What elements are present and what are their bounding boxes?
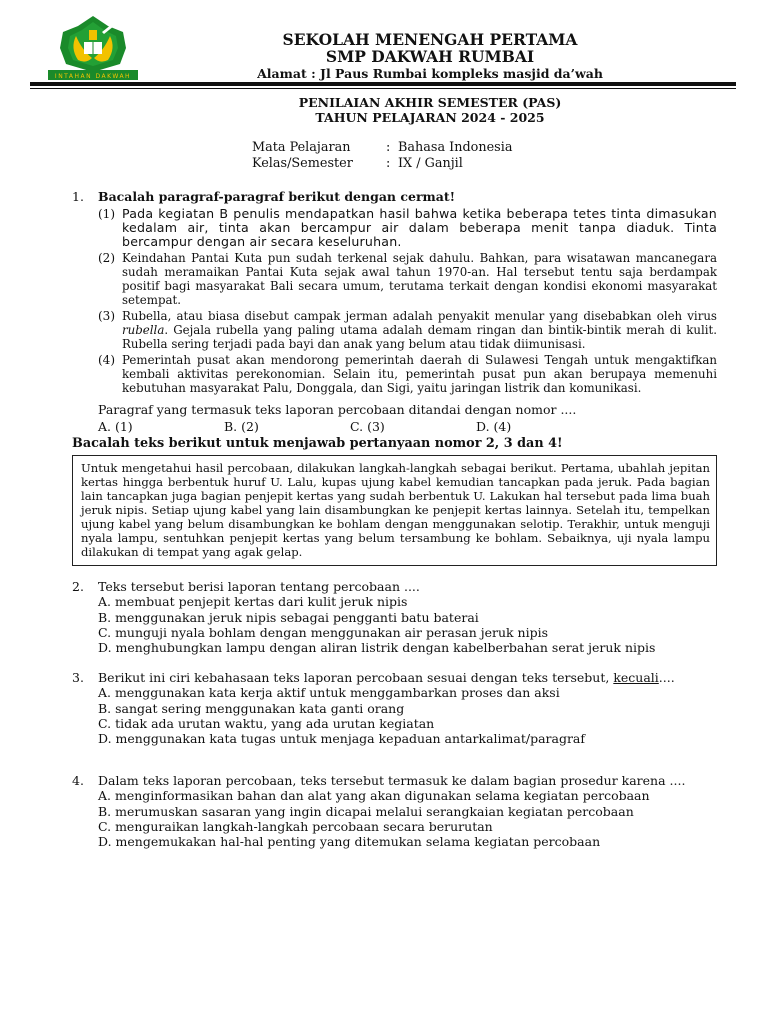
class-label: Kelas/Semester <box>252 156 353 171</box>
option-d[interactable]: D. menghubungkan lampu dengan aliran listrik dengan kabelberbahan serat jeruk nipis <box>98 640 656 656</box>
school-address: Alamat : Jl Paus Rumbai kompleks masjid da’wah <box>257 66 603 81</box>
question-3-prompt <box>98 670 717 685</box>
question-number: 4. <box>72 773 84 788</box>
question-4-prompt: Dalam teks laporan percobaan, teks tersebut termasuk ke dalam bagian prosedur karena .... <box>98 773 686 788</box>
question-1-options <box>98 419 717 435</box>
question-2-prompt: Teks tersebut berisi laporan tentang percobaan .... <box>98 579 420 594</box>
option-c[interactable]: C. munguji nyala bohlam dengan menggunakan air perasan jeruk nipis <box>98 624 549 640</box>
paragraph-text-part: Rubella, atau biasa disebut campak jerman adalah penyakit menular yang disebabkan oleh virus <box>122 309 717 324</box>
option-a[interactable]: A. (1) <box>98 418 133 434</box>
paragraph-text-part: . Gejala rubella yang paling utama adalah demam ringan dan bintik-bintik merah di kulit. Rubella sering terjadi pada bayi dan anak yang belum atau tidak diimunisasi. <box>122 323 717 352</box>
question-4 <box>72 773 717 849</box>
option-b[interactable]: B. sangat sering menggunakan kata ganti orang <box>98 700 405 716</box>
option-b[interactable]: B. menggunakan jeruk nipis sebagai pengganti batu baterai <box>98 609 479 625</box>
subject-colon: : <box>386 140 391 155</box>
option-d[interactable]: D. mengemukakan hal-hal penting yang ditemukan selama kegiatan percobaan <box>98 834 601 850</box>
paragraph-1 <box>98 207 717 250</box>
question-1-prompt: Paragraf yang termasuk teks laporan percobaan ditandai dengan nomor .... <box>98 402 577 418</box>
paragraph-4 <box>98 353 717 395</box>
option-a[interactable]: A. membuat penjepit kertas dari kulit jeruk nipis <box>98 594 408 610</box>
paragraph-text <box>122 309 717 351</box>
prompt-emphasis: kecuali <box>613 670 659 685</box>
paragraph-text: Keindahan Pantai Kuta pun sudah terkenal sejak dahulu. Bahkan, para wisatawan mancanegara sudah meramaikan Pantai Kuta sejak awal tahun 1970-an. Hal tersebut tentu saja berdampak positif bagi masyarakat Bali secara umum, terutama terkait dengan kondisi ekonomi masyarakat setempat. <box>122 251 717 308</box>
question-1-instruction: Bacalah paragraf-paragraf berikut dengan cermat! <box>98 189 456 204</box>
paragraph-text-italic: rubella <box>122 323 165 338</box>
reading-instruction: Bacalah teks berikut untuk menjawab pertanyaan nomor 2, 3 dan 4! <box>72 436 563 451</box>
option-b[interactable]: B. (2) <box>224 418 259 434</box>
class-value: IX / Ganjil <box>398 156 463 171</box>
class-colon: : <box>386 156 391 171</box>
option-c[interactable]: C. tidak ada urutan waktu, yang ada urutan kegiatan <box>98 715 435 731</box>
exam-title-block <box>170 95 690 125</box>
paragraph-number: (1) <box>98 206 115 221</box>
option-d[interactable]: D. menggunakan kata tugas untuk menjaga kepaduan antarkalimat/paragraf <box>98 731 586 747</box>
option-a[interactable]: A. menginformasikan bahan dan alat yang akan digunakan selama kegiatan percobaan <box>98 788 650 804</box>
exam-year: TAHUN PELAJARAN 2024 - 2025 <box>315 110 545 125</box>
option-a[interactable]: A. menggunakan kata kerja aktif untuk menggambarkan proses dan aksi <box>98 685 560 701</box>
paragraph-number: (3) <box>98 309 115 324</box>
option-d[interactable]: D. (4) <box>476 418 512 434</box>
school-name: SMP DAKWAH RUMBAI <box>325 47 535 66</box>
header-rule-thin <box>30 88 736 89</box>
question-2 <box>72 579 717 655</box>
paragraph-text: Pemerintah pusat akan mendorong pemerintah daerah di Sulawesi Tengah untuk mengaktifkan kembali aktivitas perekonomian. Selain itu, pemerintah pusat pun akan berupaya memenuhi kebutuhan masyarakat Palu, Donggala, dan Sigi, yaitu jaringan listrik dan komunikasi. <box>122 353 717 396</box>
subject-label: Mata Pelajaran <box>252 140 351 155</box>
reading-text-box: Untuk mengetahui hasil percobaan, dilakukan langkah-langkah sebagai berikut. Pertama, ubahlah jepitan kertas hingga berbentuk huruf U. Lalu, kupas ujung kabel kemudian tancapkan pada jeruk. Pada bagian lain tancapkan juga bagian penjepit kertas yang sudah berbentuk U. Lakukan hal tersebut pada lima buah jeruk nipis. Setiap ujung kabel yang lain disambungkan ke penjepit kertas lainnya. Setelah itu, tempelkan ujung kabel yang belum disambungkan ke bohlam dengan menggunakan selotip. Terakhir, untuk menguji nyala lampu, sentuhkan penjepit kertas yang belum tersambung ke bohlam. Sebaiknya, uji nyala lampu dilakukan di tempat yang agak gelap. <box>72 455 717 566</box>
paragraph-2 <box>98 251 717 307</box>
paragraph-number: (2) <box>98 251 115 266</box>
subject-value: Bahasa Indonesia <box>398 140 513 155</box>
paragraph-text: Pada kegiatan B penulis mendapatkan hasil bahwa ketika beberapa tetes tinta dimasukan kedalam air, tinta akan bercampur air dalam beberapa menit tanpa diaduk. Tinta bercampur dengan air secara keseluruhan. <box>122 205 717 249</box>
option-c[interactable]: C. menguraikan langkah-langkah percobaan secara berurutan <box>98 818 493 834</box>
logo-text: INTAHAN DAKWAH <box>54 73 132 80</box>
option-b[interactable]: B. merumuskan sasaran yang ingin dicapai melalui serangkaian kegiatan percobaan <box>98 803 634 819</box>
prompt-text: Berikut ini ciri kebahasaan teks laporan percobaan sesuai dengan teks tersebut, <box>98 670 614 685</box>
question-1 <box>72 189 717 434</box>
paragraph-number: (4) <box>98 353 115 368</box>
question-3 <box>72 670 717 746</box>
school-header <box>170 31 690 82</box>
school-type: SEKOLAH MENENGAH PERTAMA <box>282 30 578 49</box>
paragraph-3 <box>98 309 717 351</box>
prompt-ellipsis: .... <box>658 670 675 685</box>
header-rule-thick <box>30 82 736 86</box>
exam-meta <box>252 140 512 172</box>
question-number: 3. <box>72 670 84 685</box>
exam-title: PENILAIAN AKHIR SEMESTER (PAS) <box>298 95 562 110</box>
question-number: 1. <box>72 189 84 204</box>
option-c[interactable]: C. (3) <box>350 418 385 434</box>
school-logo <box>46 14 140 82</box>
question-number: 2. <box>72 579 84 594</box>
